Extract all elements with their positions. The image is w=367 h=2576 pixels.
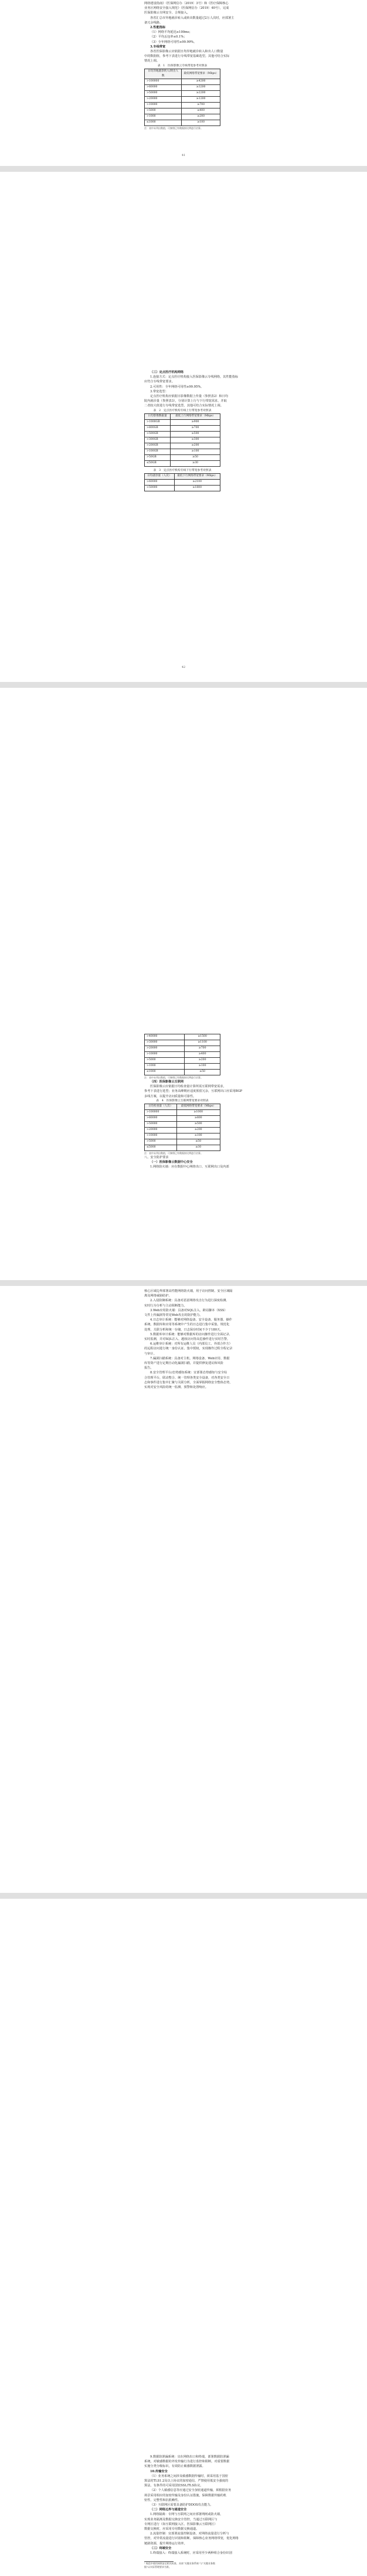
- document-page-2: [0, 172, 367, 682]
- table-row: [145, 108, 220, 114]
- table-cell: ≥3200: [182, 85, 220, 91]
- text-line: 2.入侵防御系统：具备对恶意网络攻击行为进行深度检测、: [150, 1299, 229, 1303]
- text-line: 医保影像云应依据日均检查量计算所需互联网带宽需求，: [150, 1085, 226, 1089]
- page5-body: [144, 2455, 239, 2569]
- text-line: 2.流量控制：宜部署流量控制设备，对网络流量进行分析与: [150, 2532, 229, 2536]
- table-cell: ≥1800: [174, 485, 220, 491]
- text-line: 备冗余线路。: [144, 21, 163, 25]
- table-row: [145, 1034, 220, 1040]
- table-cell: ≥1200: [182, 97, 220, 103]
- table-header: 日均就诊量（人次）: [145, 473, 175, 479]
- page-number: 42: [181, 666, 186, 669]
- table-header: 最低网络带宽要求（Mbps）: [182, 69, 220, 79]
- text-line: 密性、完整性和抗抵赖性。: [144, 2498, 181, 2502]
- table-row: [145, 103, 220, 108]
- table-row: [145, 1127, 220, 1133]
- table-cell: >5000: [145, 1139, 177, 1145]
- footnote: ¹ 规范中使用网络安全相关标准，具体“关键业务系统”与“关键业务数据”以实际管理要求为准。: [144, 2562, 216, 2569]
- section-heading: （四）医保影像云互联网: [150, 1080, 184, 1084]
- text-line: 定点医疗机构应依据日影像数据上传量（参照表2）和日均: [150, 395, 228, 399]
- table-cell: >60000: [145, 479, 175, 485]
- text-line: 算法的TLS1.2及以上协议的加密通信，严禁使用低安全强度的: [144, 2479, 229, 2483]
- table-cell: ≥1100: [185, 1040, 220, 1046]
- table-row: [145, 485, 220, 491]
- page-number: 41: [181, 154, 186, 157]
- table-row: [145, 425, 220, 431]
- bandwidth-table-3-continued: [144, 1034, 220, 1075]
- table-row: [145, 443, 220, 449]
- text-line: 实时监测，并对SQL注入、越权访问等高危操作进行实时告警。: [144, 1338, 230, 1342]
- table-cell: ≥400: [182, 108, 220, 114]
- text-line: 实现业务隔离及数据交换安全管控，当通过互联网区与: [144, 2517, 218, 2521]
- section-heading: 2.性能指标: [150, 26, 166, 30]
- table-caption: 表 4 医保影像云互联网带宽要求对照表: [156, 1099, 209, 1102]
- text-line: 实现对安全风险的统一监测、预警和处置响应。: [144, 1386, 208, 1390]
- table-row: [145, 1133, 220, 1139]
- text-line: 应符合专线带宽要求。: [144, 380, 175, 384]
- bandwidth-table-2: [144, 413, 220, 467]
- bandwidth-table-1: [144, 69, 220, 126]
- table-note: 注：表中未列出数值，可参照已有数据按比例进行估算。: [144, 127, 203, 130]
- text-line: 医保影像云专网安全、合规接入。: [144, 11, 190, 15]
- text-line: 4.日志审计系统：能够对网络设备、安全设备、服务器、操作: [150, 1318, 232, 1322]
- table-row: [145, 1145, 220, 1150]
- table-cell: >80000: [145, 1115, 177, 1121]
- text-line: 3.带宽选型：: [150, 389, 168, 393]
- text-line: 院内就诊量（参照表3），分别计算上行与下行带宽需求，并取: [144, 399, 227, 403]
- table-cell: ≥200: [185, 1058, 220, 1064]
- page-separator: [0, 166, 367, 172]
- table-cell: >1000: [145, 1064, 185, 1070]
- text-line: 库等资产进行定期自动化漏洞扫描，并提供修复建议和风险: [144, 1362, 223, 1366]
- text-line: 二者较大值进行专线带宽选型。其他可结合实际情况上调。: [144, 404, 223, 408]
- table-cell: >100GB: [145, 449, 171, 454]
- table-row: [145, 431, 220, 437]
- table-cell: ≥700: [185, 1046, 220, 1052]
- table-cell: ≥100: [176, 1133, 220, 1139]
- table-row: [145, 449, 220, 454]
- table-cell: ≥500: [176, 1121, 220, 1127]
- text-line: 文件上传漏洞等常见Web攻击的防护能力。: [144, 1314, 203, 1318]
- page4-body: [144, 1289, 233, 1390]
- page-separator: [0, 682, 367, 688]
- table-cell: >500GB: [145, 431, 171, 437]
- text-line: 各省汇总市异地就诊转入或转出数量超过2万人次时，应部署主: [150, 16, 235, 20]
- table-cell: ≥100: [185, 1064, 220, 1070]
- table-row: [145, 1058, 220, 1064]
- page1-body: [144, 1, 235, 130]
- text-line: 2.可用性：全年网络可用性≥99.95%。: [150, 385, 204, 389]
- text-line: 实施分类分级标识，有效防止敏感数据泄露。: [144, 2465, 205, 2469]
- table-row: [145, 1115, 220, 1121]
- document-page-1: [0, 0, 367, 166]
- table-cell: >100000: [145, 79, 182, 85]
- table-cell: >5000: [145, 108, 182, 114]
- text-line: 专网区进行（如互联网接入区、医保影像云互联网区）: [144, 2522, 218, 2526]
- table-row: [145, 1052, 220, 1058]
- table-cell: >80000: [145, 85, 182, 91]
- text-line: 离及网络威胁防护。: [144, 1294, 172, 1298]
- table-cell: >100000: [145, 1109, 177, 1115]
- text-line: 参考下表进行选型；业务高峰期应适度预留冗余，互联网出口应采用BGP: [144, 1090, 243, 1094]
- page-separator: [0, 1280, 367, 1286]
- table-cell: >50000: [145, 1121, 177, 1127]
- table-row: [145, 91, 220, 97]
- bandwidth-table-4: [144, 1104, 220, 1151]
- page-separator: [0, 1893, 367, 1899]
- table-row: [145, 1109, 220, 1115]
- table-cell: >50GB: [145, 454, 171, 460]
- table-cell: >5000: [145, 1058, 185, 1064]
- table-cell: ≤1000: [145, 1070, 185, 1075]
- table-cell: ≥900: [171, 419, 220, 425]
- table-cell: >10000: [145, 103, 182, 108]
- table-cell: >20000: [145, 1127, 177, 1133]
- table-row: [145, 1070, 220, 1075]
- table-row: [145, 1064, 220, 1070]
- document-page-5: [0, 1899, 367, 2576]
- text-line: （3）互联网区需要具备防护DDOS攻击能力。: [150, 2503, 213, 2507]
- text-line: 1.终端接入：终端接入系统时，应采用至少两种组合身份识别: [150, 2551, 232, 2555]
- text-line: 合管理平台，联动整合、统一管理各类安全设备，对各类安全日: [144, 1376, 230, 1380]
- table-note: 注：表中未列出数值，可参照已有数据按比例进行估算。: [144, 1151, 203, 1155]
- section-heading: 3.专线带宽: [150, 45, 166, 49]
- table-row: [145, 97, 220, 103]
- text-line: 8.安全管理平台/态势感知系统：宜部署态势感知与安全综: [150, 1371, 227, 1375]
- text-line: 实时行为分析与主动阻断能力。: [144, 1304, 187, 1308]
- table-cell: ≥200: [182, 114, 220, 120]
- table-header: 最低下行网络带宽要求（Mbps）: [174, 473, 220, 479]
- table-row: [145, 1139, 220, 1145]
- table-header: 日均影像数据量: [145, 413, 171, 419]
- text-line: （2）个人敏感信息等应通过安全加密通道传输，须根据业务: [150, 2489, 232, 2493]
- text-line: 的远程访问进行统一身份认证、集中授权，实现操作过程全程记录: [144, 1347, 233, 1351]
- text-line: 核心区域边界部署高性能网络防火墙，用于访问控制、安全区域隔: [144, 1289, 233, 1293]
- table-cell: ≥50: [171, 454, 220, 460]
- table-cell: >800GB: [145, 425, 171, 431]
- table-row: [145, 479, 220, 485]
- subsection-heading: （一）医保影像云数据中心安全: [150, 1160, 193, 1165]
- text-line: 志和事件进行集中汇聚与关联分析，全面掌握网络安全整体态势，: [144, 1380, 233, 1384]
- text-line: 业务区网络安全接入规范》（医保网信办〔2019〕40号），完成: [144, 6, 229, 11]
- document-page-4: [0, 1286, 367, 1893]
- text-line: 情况上调。: [144, 59, 159, 63]
- table-cell: ≥200: [171, 443, 220, 449]
- section-heading: 10.传输安全: [150, 2469, 168, 2473]
- table-cell: ≥700: [171, 425, 220, 431]
- table-row: [145, 419, 220, 425]
- text-line: 5.数据库审计系统：能够对数据库的访问操作进行全面记录、: [150, 1332, 232, 1336]
- text-line: 算法，有条件的可采用国密SSL/TLS协议。: [144, 2484, 203, 2488]
- text-line: 1.网络隔离：专网与互联网之间应部署网闸或防火墙，: [150, 2513, 223, 2517]
- table-cell: ≤5000: [145, 1145, 177, 1150]
- table-cell: ≥200: [176, 1127, 220, 1133]
- list-item: （3）全年网络可用性≥99.99%。: [150, 40, 197, 44]
- table-cell: ≥500: [171, 431, 220, 437]
- table-cell: ≤50GB: [145, 460, 171, 466]
- table-cell: ≥30: [171, 460, 220, 466]
- text-line: 多线方案，以提升访问质量和可靠性。: [144, 1094, 196, 1098]
- table-cell: >10000: [145, 1052, 185, 1058]
- table-row: [145, 114, 220, 120]
- text-line: （1）业务系统之间涉及敏感数据传输时，须采用基于国密: [150, 2474, 228, 2478]
- table-row: [145, 1040, 220, 1046]
- text-line: 管控，对异常流量进行识别和阻断，保障核心业务网络带宽，优化网络: [144, 2537, 239, 2541]
- text-line: 3.Web应用防火墙：具备对SQL注入、跨站脚本（XSS）: [150, 1308, 227, 1312]
- text-line: 6.运维审计系统：对所有运维人员（内部员工、外部合作方）: [150, 1342, 232, 1346]
- section-heading: 八、安全防护要求: [144, 1155, 169, 1159]
- text-line: 数据交换时，应采用专用数据交换通道。: [144, 2527, 199, 2531]
- text-line: 9.数据防泄漏系统：宜在网络出口和终端，部署数据防泄漏: [150, 2455, 229, 2459]
- page2-body: [144, 370, 239, 491]
- table-cell: ≥4200: [182, 79, 220, 85]
- subsection-heading: （二）网络边界与通道安全: [150, 2508, 187, 2512]
- table-cell: >200GB: [145, 443, 171, 449]
- table-caption: 表 3 定点医疗机构专线下行带宽参考对照表: [153, 469, 212, 472]
- table-row: [145, 120, 220, 126]
- text-line: 中的数据值，参考下表进行专线带宽基础选型。其他可结合实际: [144, 55, 230, 59]
- text-line: 各省医保影像云应依据日均异地就诊转入和出人口数量: [150, 50, 223, 54]
- table-cell: >40000: [145, 1034, 185, 1040]
- table-cell: ≥800: [176, 1115, 220, 1121]
- table-cell: >1000: [145, 114, 182, 120]
- table-cell: >1000GB: [145, 419, 171, 425]
- text-line: 与审计。: [144, 1352, 157, 1356]
- table-cell: >10000: [145, 1133, 177, 1139]
- text-line: 7.漏洞扫描系统：具备对主机、网络设备、Web应用、数据: [150, 1356, 230, 1360]
- text-line: 场景采用相应的加密传输及身份认证措施，保障数据传输的机: [144, 2493, 227, 2497]
- table-cell: >50000: [145, 485, 175, 491]
- table-row: [145, 437, 220, 443]
- table-cell: ≥100: [171, 449, 220, 454]
- table-row: [145, 79, 220, 85]
- table-header: 最低网络带宽要求（Mbps）: [176, 1104, 220, 1109]
- text-line: 链路资源，提升网络运行效率。: [144, 2541, 187, 2546]
- table-caption: 表 2 定点医疗机构专线上行带宽参考对照表: [153, 409, 212, 412]
- table-cell: >20000: [145, 97, 182, 103]
- table-header: 最低上行网络带宽要求（Mbps）: [171, 413, 220, 419]
- table-cell: ≥1000: [176, 1109, 220, 1115]
- table-header: 日均异地就诊转入/转出人数: [145, 69, 182, 79]
- table-note: 注：表中未列出数值，可参照已有数据按比例进行估算。: [144, 1076, 203, 1079]
- text-line: 报告。: [144, 1366, 154, 1370]
- table-cell: ≥2200: [182, 91, 220, 97]
- text-line: 1.网络防火墙：应在数据中心网络出口、互联网出口及内部: [150, 1165, 229, 1169]
- text-line: 处理、关联分析和统一存储，日志保存时间不少于180天。: [144, 1328, 223, 1332]
- table-caption: 表 1 医保影像云专线带宽参考对照表: [157, 64, 208, 67]
- table-cell: ≤1000: [145, 120, 182, 126]
- table-row: [145, 1121, 220, 1127]
- table-cell: ≥50: [185, 1070, 220, 1075]
- table-row: [145, 1046, 220, 1052]
- table-cell: ≥2100: [174, 479, 220, 485]
- list-item: （1）网络平均延迟≤100ms；: [150, 30, 192, 35]
- table-cell: ≥300: [171, 437, 220, 443]
- table-cell: >30000: [145, 1040, 185, 1046]
- table-row: [145, 85, 220, 91]
- text-line: 网络建设指南》（医保网信办〔2019〕3号）和《医疗保障核心: [144, 2, 229, 5]
- page3-body: [144, 1034, 243, 1169]
- text-line: 1.连接方式：定点医疗机构接入医保影像云专线网络，其性能指标: [150, 375, 239, 379]
- section-heading: （三）定点医疗机构网络: [150, 371, 184, 374]
- table-cell: ≥400: [185, 1052, 220, 1058]
- table-row: [145, 460, 220, 466]
- bandwidth-table-3: [144, 473, 220, 491]
- table-cell: ≥1500: [185, 1034, 220, 1040]
- document-page-3: [0, 688, 367, 1280]
- text-line: 系统，对敏感数据的外发传输行为进行监控和阻断，对重要数据: [144, 2460, 230, 2464]
- table-cell: ≥30: [176, 1145, 220, 1150]
- table-row: [145, 454, 220, 460]
- table-cell: >50000: [145, 91, 182, 97]
- subsection-heading: （三）终端安全: [150, 2546, 172, 2550]
- text-line: 系统、数据库和应用等系统中产生的日志进行集中采集、规范化: [144, 1323, 230, 1327]
- list-item: （2）平均丢包率≤0.1%；: [150, 35, 187, 39]
- table-header: 日均检查量（人次）: [145, 1104, 177, 1109]
- table-cell: ≥100: [182, 120, 220, 126]
- table-cell: >300GB: [145, 437, 171, 443]
- table-cell: ≥50: [176, 1139, 220, 1145]
- table-cell: >20000: [145, 1046, 185, 1052]
- table-cell: ≥700: [182, 103, 220, 108]
